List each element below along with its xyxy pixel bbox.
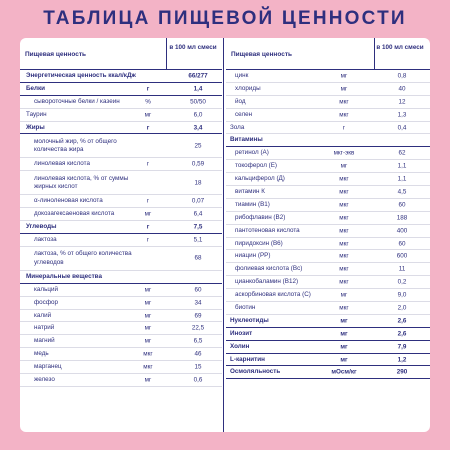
nutrient-name: лактоза, % от общего количества углеводов <box>34 250 132 266</box>
unit-label: мг <box>340 72 348 80</box>
nutrient-column-header: Пищевая ценность <box>25 51 87 58</box>
unit-label: мг <box>340 317 348 325</box>
nutrient-name: α-линоленовая кислота <box>34 197 103 205</box>
nutrient-value: 3,4 <box>193 124 203 131</box>
nutrient-name: медь <box>34 350 49 358</box>
table-row <box>226 173 430 186</box>
nutrient-name: йод <box>235 97 246 105</box>
nutrient-value: 600 <box>396 252 408 260</box>
unit-label: мг <box>144 210 152 218</box>
table-row <box>20 322 222 335</box>
table-row <box>226 263 430 276</box>
nutrient-value: 62 <box>398 149 406 157</box>
table-row <box>20 171 222 195</box>
nutrient-name: магний <box>34 337 55 345</box>
nutrition-table <box>20 38 430 432</box>
nutrient-name: цианкобаламин (В12) <box>235 278 299 286</box>
nutrient-value: 11 <box>398 265 406 273</box>
nutrient-name: Углеводы <box>26 222 57 230</box>
nutrient-value: 0,6 <box>193 376 203 384</box>
nutrient-value: 25 <box>194 142 202 150</box>
nutrient-value: 2,6 <box>397 330 407 338</box>
unit-label: мг <box>144 299 152 307</box>
unit-label: мкг-экв <box>333 149 355 157</box>
table-row <box>20 348 222 361</box>
nutrient-value: 9,0 <box>397 291 407 299</box>
nutrient-name: докозагексаеновая кислота <box>34 210 115 218</box>
table-row <box>20 109 222 122</box>
nutrient-name: витамин К <box>235 187 265 195</box>
unit-label: мг <box>340 343 348 351</box>
nutrient-name: Осмоляльность <box>230 368 281 376</box>
table-row <box>20 310 222 323</box>
nutrient-value: 0,2 <box>397 278 407 286</box>
table-row <box>226 328 430 341</box>
unit-label: мкг <box>339 201 349 209</box>
nutrient-name: Зола <box>230 123 245 131</box>
nutrient-name: железо <box>34 375 55 383</box>
table-row <box>226 199 430 212</box>
nutrient-value: 6,4 <box>193 210 203 218</box>
nutrient-value: 68 <box>194 254 202 262</box>
unit-label: мг <box>144 376 152 384</box>
table-header <box>20 38 222 70</box>
unit-label: мг <box>340 356 348 364</box>
table-row <box>20 284 222 297</box>
nutrient-name: линолевая кислота, % от суммы жирных кислот <box>34 174 129 190</box>
table-row <box>226 289 430 302</box>
nutrient-name: фосфор <box>34 298 59 306</box>
unit-label: мкг <box>339 98 349 106</box>
table-row <box>226 212 430 225</box>
table-row <box>226 250 430 263</box>
unit-label: мг <box>340 291 348 299</box>
nutrient-name: Жиры <box>26 123 45 131</box>
unit-label: мг <box>340 85 348 93</box>
table-row <box>20 221 222 234</box>
nutrient-value: 5,1 <box>193 236 203 244</box>
nutrient-name: марганец <box>34 362 62 370</box>
unit-label: г <box>146 236 150 244</box>
table-row <box>226 315 430 328</box>
nutrient-name: пиридоксин (В6) <box>235 239 283 247</box>
nutrient-value: 18 <box>194 179 202 187</box>
nutrient-name: Минеральные вещества <box>26 272 102 280</box>
nutrient-name: линолевая кислота <box>34 160 90 168</box>
table-header <box>226 38 430 70</box>
table-row <box>226 186 430 199</box>
table-row <box>20 96 222 109</box>
nutrient-name: сывороточные белки / казеин <box>34 97 120 105</box>
unit-label: мкг <box>339 265 349 273</box>
unit-label: мкг <box>339 188 349 196</box>
nutrient-value: 0,59 <box>191 160 205 168</box>
nutrient-name: ретинол (А) <box>235 149 269 157</box>
nutrient-name: хлориды <box>235 84 261 92</box>
nutrient-name: лактоза <box>34 235 57 243</box>
table-row <box>226 366 430 379</box>
column-divider <box>223 38 224 432</box>
nutrient-value: 46 <box>194 350 202 358</box>
unit-label: г <box>146 223 150 231</box>
nutrient-name: калий <box>34 311 52 319</box>
header-divider <box>166 38 167 69</box>
unit-label: г <box>146 197 150 205</box>
nutrient-name: биотин <box>235 303 256 311</box>
unit-label: мОсм/кг <box>331 368 357 376</box>
nutrient-name: Таурин <box>26 110 47 118</box>
left-column <box>20 38 222 387</box>
nutrient-value: 2,0 <box>397 304 407 312</box>
table-row <box>20 361 222 374</box>
nutrient-name: Энергетическая ценность ккал/кДж <box>26 71 136 79</box>
nutrient-name: Витамины <box>230 136 263 144</box>
unit-label: мкг <box>339 214 349 222</box>
table-row <box>20 70 222 83</box>
right-column <box>226 38 430 379</box>
table-row <box>20 208 222 221</box>
table-row <box>226 122 430 135</box>
nutrient-value: 7,9 <box>397 343 407 351</box>
unit-label: г <box>146 85 150 93</box>
table-row <box>226 109 430 122</box>
nutrient-name: кальций <box>34 285 58 293</box>
unit-label: мг <box>144 111 152 119</box>
nutrient-value: 1,2 <box>397 356 407 364</box>
nutrient-value: 188 <box>396 214 408 222</box>
nutrient-name: токоферол (Е) <box>235 162 278 170</box>
per-100ml-column-header: в 100 мл смеси <box>376 44 424 51</box>
unit-label: мкг <box>339 252 349 260</box>
unit-label: % <box>145 98 151 106</box>
nutrient-name: Белки <box>26 84 46 92</box>
nutrient-value: 15 <box>194 363 202 371</box>
nutrient-value: 0,4 <box>397 124 407 131</box>
nutrient-value: 1,4 <box>193 85 203 93</box>
nutrient-value: 50/50 <box>190 98 206 106</box>
table-row <box>20 122 222 135</box>
nutrient-value: 1,1 <box>397 175 407 183</box>
table-row <box>226 83 430 96</box>
table-row <box>20 297 222 310</box>
nutrient-name: молочный жир, % от общего количества жира <box>34 137 117 153</box>
nutrient-name: фолиевая кислота (Вс) <box>235 265 303 273</box>
nutrient-value: 0,8 <box>397 72 407 80</box>
left-table-body <box>20 70 222 387</box>
table-row <box>226 238 430 251</box>
nutrient-name: аскорбиновая кислота (С) <box>235 290 311 298</box>
nutrient-column-header: Пищевая ценность <box>231 51 293 58</box>
nutrient-name: кальциферол (Д) <box>235 174 285 182</box>
table-row <box>20 247 222 271</box>
per-100ml-column-header: в 100 мл смеси <box>169 44 217 51</box>
unit-label: г <box>146 160 150 168</box>
nutrient-name: цинк <box>235 71 249 79</box>
nutrient-value: 69 <box>194 312 202 320</box>
table-row <box>20 134 222 158</box>
table-row <box>20 158 222 171</box>
table-row <box>226 276 430 289</box>
nutrient-name: L-карнитин <box>230 355 265 363</box>
unit-label: мкг <box>339 304 349 312</box>
table-row <box>226 225 430 238</box>
table-row <box>226 341 430 354</box>
unit-label: г <box>146 124 150 131</box>
nutrient-value: 60 <box>194 286 202 294</box>
nutrient-name: тиамин (В1) <box>235 200 270 208</box>
table-row <box>226 134 430 147</box>
unit-label: мг <box>340 330 348 338</box>
nutrient-value: 12 <box>398 98 406 106</box>
table-row <box>226 96 430 109</box>
table-row <box>20 271 222 284</box>
nutrient-value: 0,07 <box>191 197 205 205</box>
nutrient-value: 7,5 <box>193 223 203 231</box>
nutrient-value: 1,3 <box>397 111 407 119</box>
nutrient-value: 34 <box>194 299 202 307</box>
nutrient-value: 4,5 <box>397 188 407 196</box>
table-row <box>226 160 430 173</box>
table-row <box>226 70 430 83</box>
unit-label: мг <box>144 324 152 332</box>
nutrient-value: 22,5 <box>191 324 205 332</box>
unit-label: мг <box>144 286 152 294</box>
nutrient-value: 60 <box>398 240 406 248</box>
nutrient-name: Инозит <box>230 329 253 337</box>
right-table-body <box>226 70 430 379</box>
page-title: ТАБЛИЦА ПИЩЕВОЙ ЦЕННОСТИ <box>43 8 407 29</box>
unit-label: мг <box>144 312 152 320</box>
unit-label: мкг <box>339 240 349 248</box>
table-row <box>226 302 430 315</box>
nutrient-name: Нуклеотиды <box>230 316 269 324</box>
header-divider <box>374 38 375 69</box>
nutrient-name: пантотеновая кислота <box>235 226 300 234</box>
unit-label: мкг <box>339 111 349 119</box>
nutrient-name: натрий <box>34 324 55 332</box>
table-row <box>20 335 222 348</box>
nutrient-value: 6,0 <box>193 111 203 119</box>
nutrient-value: 2,6 <box>397 317 407 325</box>
table-row <box>20 83 222 96</box>
nutrient-value: 60 <box>398 201 406 209</box>
table-row <box>226 354 430 367</box>
nutrient-name: Холин <box>230 342 250 350</box>
unit-label: мг <box>144 337 152 345</box>
unit-label: мкг <box>339 278 349 286</box>
unit-label: мг <box>340 162 348 170</box>
nutrient-name: ниацин (РР) <box>235 252 271 260</box>
table-row <box>20 195 222 208</box>
unit-label: г <box>342 124 346 131</box>
table-row <box>226 147 430 160</box>
unit-label: мкг <box>143 363 153 371</box>
table-row <box>20 234 222 247</box>
nutrient-value: 400 <box>396 227 408 235</box>
nutrient-name: селен <box>235 110 253 118</box>
nutrient-value: 66/277 <box>188 72 208 80</box>
unit-label: мкг <box>143 350 153 358</box>
nutrient-name: рибофлавин (В2) <box>235 213 286 221</box>
unit-label: мкг <box>339 175 349 183</box>
table-row <box>20 374 222 387</box>
unit-label: мкг <box>339 227 349 235</box>
nutrient-value: 290 <box>396 368 408 376</box>
nutrient-value: 40 <box>398 85 406 93</box>
nutrient-value: 1,1 <box>397 162 407 170</box>
nutrient-value: 6,5 <box>193 337 203 345</box>
